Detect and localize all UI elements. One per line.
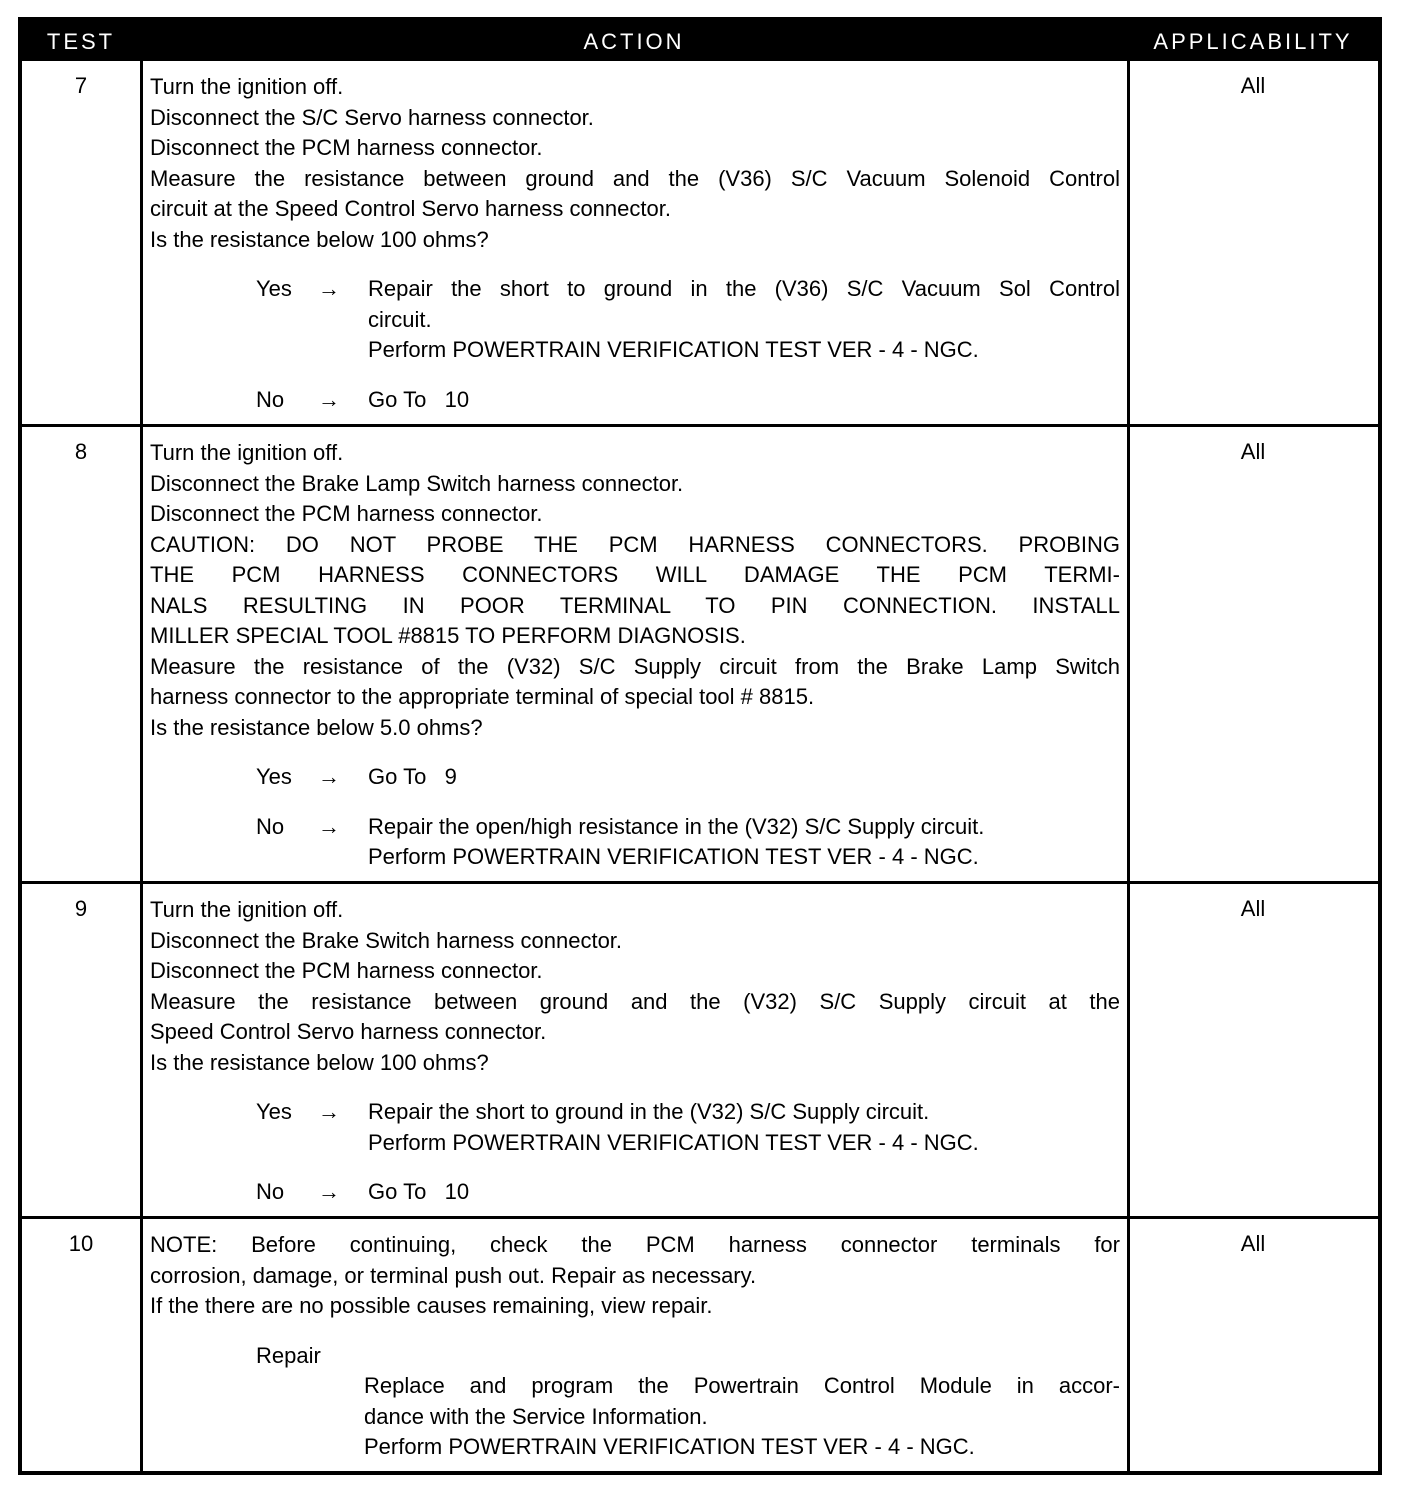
applicability-value: All — [1240, 73, 1266, 98]
action-line: If the there are no possible causes remaining, view repair. — [150, 1293, 713, 1318]
action-line: Disconnect the PCM harness connector. — [150, 958, 543, 983]
repair-line: Perform POWERTRAIN VERIFICATION TEST VER - 4 - NGC. — [364, 1434, 975, 1459]
response-no — [150, 812, 1120, 873]
table-row — [22, 884, 1378, 1219]
action-line: MILLER SPECIAL TOOL #8815 TO PERFORM DIAGNOSIS. — [150, 623, 746, 648]
response-line: Perform POWERTRAIN VERIFICATION TEST VER - 4 - NGC. — [368, 844, 979, 869]
response-line: Go To 9 — [368, 764, 457, 789]
arrow-icon: → — [318, 1179, 340, 1204]
action-line: Turn the ignition off. — [150, 440, 344, 465]
response-label: Yes — [256, 276, 292, 301]
repair-line: dance with the Service Information. — [364, 1403, 708, 1429]
arrow-icon: → — [318, 1099, 340, 1124]
action-line: Disconnect the Brake Switch harness connector. — [150, 927, 623, 953]
action-line: NALS RESULTING IN POOR TERMINAL TO PIN CONNECTION. INSTALL — [150, 592, 1120, 618]
response-text — [368, 812, 1120, 873]
action-text — [150, 438, 1120, 873]
table-row — [22, 427, 1378, 884]
header-action: ACTION — [583, 29, 685, 54]
arrow-icon: → — [318, 276, 340, 301]
test-number: 7 — [74, 73, 88, 98]
action-line: NOTE: Before continuing, check the PCM harness connector terminals for — [150, 1232, 1120, 1257]
response-text — [368, 1177, 1120, 1208]
action-line: harness connector to the appropriate terminal of special tool # 8815. — [150, 684, 815, 709]
action-line: Measure the resistance between ground and the (V36) S/C Vacuum Solenoid Control — [150, 165, 1120, 191]
diagnostic-table — [18, 17, 1382, 1475]
applicability-value: All — [1240, 439, 1266, 464]
action-text — [150, 895, 1120, 1208]
action-line: circuit at the Speed Control Servo harness connector. — [150, 196, 671, 221]
response-line: circuit. — [368, 306, 432, 332]
response-text — [368, 762, 1120, 793]
action-line: Disconnect the PCM harness connector. — [150, 135, 543, 160]
response-line: Perform POWERTRAIN VERIFICATION TEST VER - 4 - NGC. — [368, 337, 979, 362]
action-line: Measure the resistance of the (V32) S/C Supply circuit from the Brake Lamp Switch — [150, 653, 1120, 679]
response-line: Perform POWERTRAIN VERIFICATION TEST VER - 4 - NGC. — [368, 1129, 979, 1155]
header-applicability: APPLICABILITY — [1153, 29, 1353, 54]
table-row — [22, 61, 1378, 427]
test-number: 8 — [74, 439, 88, 464]
response-label: Yes — [256, 764, 292, 789]
response-line: Repair the short to ground in the (V32) S/C Supply circuit. — [368, 1099, 930, 1124]
action-line: Is the resistance below 5.0 ohms? — [150, 714, 483, 740]
response-label: Yes — [256, 1099, 292, 1124]
action-line: Turn the ignition off. — [150, 897, 344, 922]
action-line: Is the resistance below 100 ohms? — [150, 1049, 489, 1075]
response-yes — [150, 274, 1120, 366]
action-line: Disconnect the S/C Servo harness connector. — [150, 104, 594, 130]
response-label: No — [256, 1179, 285, 1204]
action-line: Turn the ignition off. — [150, 74, 344, 99]
response-label: No — [256, 386, 285, 412]
action-line: Is the resistance below 100 ohms? — [150, 226, 489, 252]
response-line: Go To 10 — [368, 1179, 470, 1204]
arrow-icon: → — [318, 386, 340, 412]
repair-text — [364, 1371, 1120, 1463]
repair-label: Repair — [256, 1342, 321, 1368]
action-line: THE PCM HARNESS CONNECTORS WILL DAMAGE THE PCM TERMI- — [150, 562, 1120, 587]
arrow-icon: → — [318, 813, 340, 839]
response-label: No — [256, 813, 285, 839]
table-row — [22, 1219, 1378, 1471]
response-yes — [150, 762, 1120, 793]
response-yes — [150, 1097, 1120, 1158]
repair-line: Replace and program the Powertrain Control Module in accor- — [364, 1373, 1120, 1398]
response-text — [368, 274, 1120, 366]
response-line: Go To 10 — [368, 386, 470, 412]
response-no — [150, 1177, 1120, 1208]
action-line: Speed Control Servo harness connector. — [150, 1019, 547, 1044]
arrow-icon: → — [318, 764, 340, 789]
action-line: Disconnect the PCM harness connector. — [150, 501, 543, 526]
response-line: Repair the open/high resistance in the (V32) S/C Supply circuit. — [368, 813, 985, 839]
action-line: CAUTION: DO NOT PROBE THE PCM HARNESS CONNECTORS. PROBING — [150, 531, 1120, 557]
response-no — [150, 385, 1120, 416]
table-header — [22, 21, 1378, 61]
test-number: 9 — [74, 896, 88, 921]
test-number: 10 — [68, 1231, 94, 1256]
action-line: Disconnect the Brake Lamp Switch harness connector. — [150, 470, 684, 496]
action-line: corrosion, damage, or terminal push out. Repair as necessary. — [150, 1262, 757, 1288]
applicability-value: All — [1240, 896, 1266, 921]
applicability-value: All — [1240, 1231, 1266, 1256]
response-line: Repair the short to ground in the (V36) S/C Vacuum Sol Control — [368, 276, 1120, 301]
action-line: Measure the resistance between ground and the (V32) S/C Supply circuit at the — [150, 988, 1120, 1014]
response-text — [368, 1097, 1120, 1158]
action-text — [150, 1230, 1120, 1463]
action-text — [150, 72, 1120, 415]
header-test: TEST — [46, 29, 116, 54]
response-text — [368, 385, 1120, 416]
